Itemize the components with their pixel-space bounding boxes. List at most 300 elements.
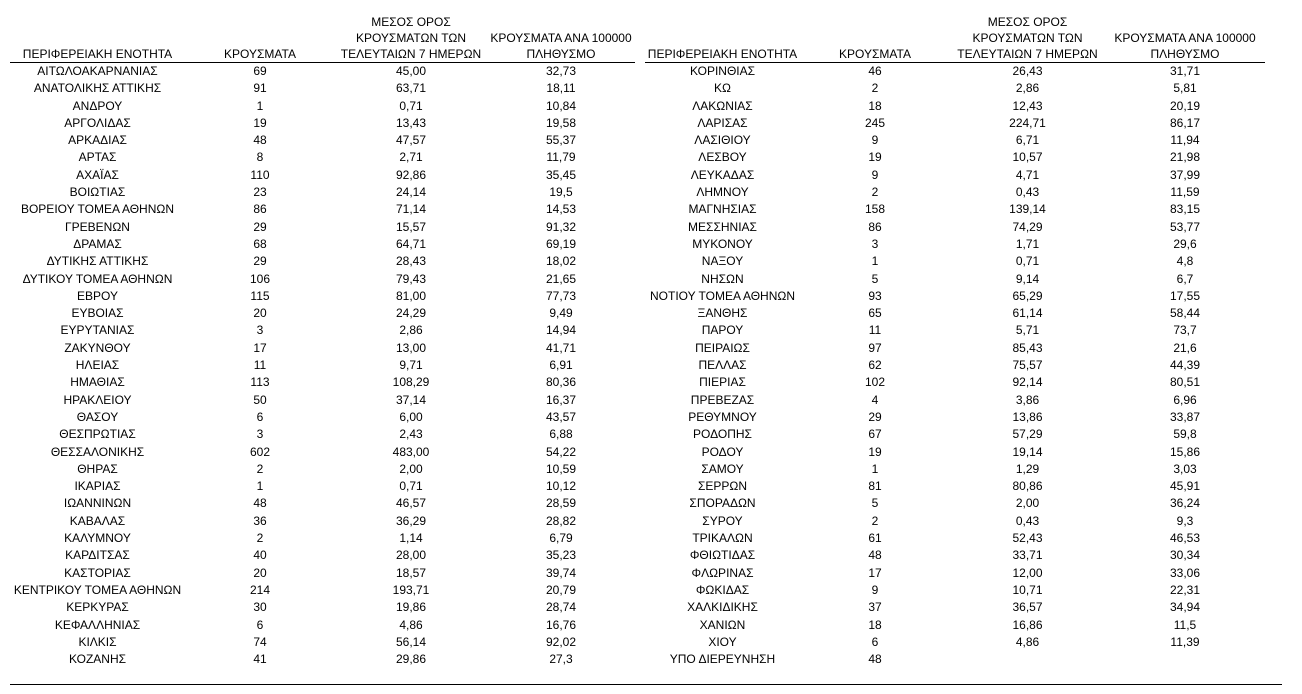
table-row	[10, 149, 635, 166]
area-cell: ΗΜΑΘΙΑΣ	[70, 375, 125, 390]
per-100k-cell: 27,3	[549, 652, 573, 667]
table-row	[10, 271, 635, 288]
avg-7day-cell: 81,00	[395, 288, 427, 303]
table-row	[645, 513, 1265, 530]
per-100k-cell: 58,44	[1169, 306, 1201, 321]
area-cell: ΖΑΚΥΝΘΟΥ	[64, 340, 131, 355]
table-row	[645, 634, 1265, 651]
area-cell: ΜΑΓΝΗΣΙΑΣ	[688, 202, 757, 217]
cases-cell: 102	[864, 375, 886, 390]
cases-cell: 48	[253, 496, 267, 511]
header-7day-average: ΜΕΣΟΣ ΟΡΟΣ ΚΡΟΥΣΜΑΤΩΝ ΤΩΝ ΤΕΛΕΥΤΑΙΩΝ 7 ΗΜΕΡΩΝ	[335, 12, 487, 63]
per-100k-cell: 86,17	[1169, 115, 1201, 130]
area-cell: ΔΥΤΙΚΟΥ ΤΟΜΕΑ ΑΘΗΝΩΝ	[22, 271, 173, 286]
area-cell: ΥΠΟ ΔΙΕΡΕΥΝΗΣΗ	[669, 652, 776, 667]
per-100k-cell: 16,37	[545, 392, 577, 407]
area-cell: ΦΘΙΩΤΙΔΑΣ	[689, 548, 756, 563]
area-cell: ΚΑΡΔΙΤΣΑΣ	[65, 548, 130, 563]
table-row	[10, 288, 635, 305]
table-row	[645, 409, 1265, 426]
area-cell: ΑΡΚΑΔΙΑΣ	[68, 133, 127, 148]
avg-7day-cell: 4,86	[1015, 634, 1040, 649]
avg-7day-cell: 0,71	[399, 479, 423, 494]
area-cell: ΚΑΒΑΛΑΣ	[69, 513, 126, 528]
area-cell: ΣΠΟΡΑΔΩΝ	[689, 496, 756, 511]
per-100k-cell: 44,39	[1169, 358, 1201, 373]
cases-cell: 20	[253, 565, 267, 580]
per-100k-cell: 9,3	[1176, 513, 1194, 528]
avg-7day-cell: 45,00	[395, 64, 427, 78]
area-cell: ΒΟΡΕΙΟΥ ΤΟΜΕΑ ΑΘΗΝΩΝ	[20, 202, 175, 217]
cases-cell: 37	[868, 600, 882, 615]
area-cell: ΓΡΕΒΕΝΩΝ	[65, 219, 130, 234]
cases-cell: 110	[250, 167, 270, 182]
header-7day-average: ΜΕΣΟΣ ΟΡΟΣ ΚΡΟΥΣΜΑΤΩΝ ΤΩΝ ΤΕΛΕΥΤΑΙΩΝ 7 ΗΜΕΡΩΝ	[950, 12, 1105, 63]
table-row	[645, 374, 1265, 391]
table-row	[10, 599, 635, 616]
avg-7day-cell: 24,29	[395, 306, 427, 321]
area-cell: ΜΕΣΣΗΝΙΑΣ	[688, 219, 757, 234]
per-100k-cell: 59,8	[1173, 427, 1197, 442]
table-row	[10, 167, 635, 184]
header-area: ΠΕΡΙΦΕΡΕΙΑΚΗ ΕΝΟΤΗΤΑ	[10, 12, 185, 63]
per-100k-cell: 6,88	[549, 427, 573, 442]
avg-7day-cell: 2,71	[399, 150, 423, 165]
per-100k-cell: 53,77	[1169, 219, 1201, 234]
avg-7day-cell: 75,57	[1012, 358, 1043, 373]
table-row	[645, 167, 1265, 184]
table-row	[645, 305, 1265, 322]
area-cell: ΚΩ	[714, 81, 731, 96]
cases-cell: 18	[868, 617, 882, 632]
per-100k-cell: 6,7	[1176, 271, 1194, 286]
per-100k-cell: 29,6	[1173, 236, 1197, 251]
per-100k-cell: 4,8	[1176, 254, 1194, 269]
area-cell: ΘΕΣΣΑΛΟΝΙΚΗΣ	[50, 444, 145, 459]
per-100k-cell: 73,7	[1173, 323, 1197, 338]
per-100k-cell: 46,53	[1169, 531, 1201, 546]
area-cell: ΕΒΡΟΥ	[77, 288, 118, 303]
avg-7day-cell: 13,00	[395, 340, 427, 355]
table-row	[645, 340, 1265, 357]
avg-7day-cell: 9,14	[1015, 271, 1040, 286]
avg-7day-cell: 0,71	[399, 98, 423, 113]
per-100k-cell: 11,39	[1170, 634, 1200, 649]
avg-7day-cell: 80,86	[1012, 479, 1043, 494]
table-row	[645, 547, 1265, 564]
header-cases: ΚΡΟΥΣΜΑΤΑ	[185, 12, 335, 63]
cases-cell: 61	[868, 531, 882, 546]
table-row	[10, 478, 635, 495]
cases-cell: 9	[871, 133, 879, 148]
per-100k-cell: 6,96	[1173, 392, 1197, 407]
avg-7day-cell: 6,71	[1015, 133, 1040, 148]
per-100k-cell: 21,6	[1173, 340, 1197, 355]
table-row	[10, 253, 635, 270]
area-cell: ΙΚΑΡΙΑΣ	[74, 479, 121, 494]
avg-7day-cell: 36,57	[1012, 600, 1043, 615]
cases-cell: 1	[256, 98, 264, 113]
per-100k-cell: 28,74	[545, 600, 577, 615]
cases-cell: 5	[871, 271, 879, 286]
cases-cell: 62	[868, 358, 882, 373]
per-100k-cell: 9,49	[549, 306, 573, 321]
area-cell: ΚΑΛΥΜΝΟΥ	[64, 531, 131, 546]
avg-7day-cell: 483,00	[392, 444, 430, 459]
area-cell: ΑΡΓΟΛΙΔΑΣ	[64, 115, 131, 130]
per-100k-cell: 18,11	[546, 81, 576, 96]
table-row	[645, 271, 1265, 288]
cases-cell: 113	[250, 375, 270, 390]
area-cell: ΡΟΔΟΥ	[701, 444, 744, 459]
per-100k-cell: 92,02	[545, 634, 577, 649]
avg-7day-cell: 85,43	[1012, 340, 1043, 355]
avg-7day-cell: 33,71	[1012, 548, 1043, 563]
cases-cell: 2	[871, 81, 879, 96]
header-cases-per-100k: ΚΡΟΥΣΜΑΤΑ ΑΝΑ 100000 ΠΛΗΘΥΣΜΟ	[1105, 12, 1265, 63]
avg-7day-cell: 12,00	[1012, 565, 1043, 580]
cases-cell: 81	[868, 479, 882, 494]
table-row	[10, 409, 635, 426]
cases-cell: 19	[253, 115, 267, 130]
area-cell: ΛΕΣΒΟΥ	[698, 150, 747, 165]
per-100k-cell: 34,94	[1169, 600, 1201, 615]
cases-cell: 41	[253, 652, 267, 667]
per-100k-cell: 30,34	[1169, 548, 1201, 563]
area-cell: ΚΙΛΚΙΣ	[78, 634, 117, 649]
table-row	[645, 565, 1265, 582]
avg-7day-cell: 6,00	[399, 409, 423, 424]
area-cell: ΘΕΣΠΡΩΤΙΑΣ	[59, 427, 136, 442]
table-row	[10, 357, 635, 374]
cases-cell: 2	[871, 185, 879, 200]
avg-7day-cell: 74,29	[1012, 219, 1043, 234]
area-cell: ΗΡΑΚΛΕΙΟΥ	[63, 392, 132, 407]
avg-7day-cell: 5,71	[1015, 323, 1040, 338]
per-100k-cell: 37,99	[1169, 167, 1201, 182]
per-100k-cell: 14,53	[545, 202, 577, 217]
table-row	[645, 444, 1265, 461]
area-cell: ΡΕΘΥΜΝΟΥ	[688, 409, 757, 424]
area-cell: ΝΑΞΟΥ	[701, 254, 744, 269]
header-cases: ΚΡΟΥΣΜΑΤΑ	[800, 12, 950, 63]
per-100k-cell: 35,45	[545, 167, 577, 182]
avg-7day-cell: 10,71	[1012, 582, 1043, 597]
avg-7day-cell: 79,43	[395, 271, 427, 286]
cases-cell: 46	[868, 64, 882, 78]
cases-cell: 158	[864, 202, 886, 217]
avg-7day-cell: 2,86	[399, 323, 423, 338]
table-row	[645, 98, 1265, 115]
area-cell: ΧΙΟΥ	[708, 634, 737, 649]
table-row	[10, 495, 635, 512]
avg-7day-cell: 2,00	[399, 461, 423, 476]
area-cell: ΛΑΚΩΝΙΑΣ	[692, 98, 753, 113]
table-row	[10, 63, 635, 81]
per-100k-cell: 32,73	[545, 64, 577, 78]
header-area: ΠΕΡΙΦΕΡΕΙΑΚΗ ΕΝΟΤΗΤΑ	[645, 12, 800, 63]
area-cell: ΑΙΤΩΛΟΑΚΑΡΝΑΝΙΑΣ	[37, 64, 158, 78]
per-100k-cell: 41,71	[545, 340, 577, 355]
right-table-body	[645, 63, 1265, 669]
cases-cell: 3	[256, 427, 264, 442]
per-100k-cell: 35,23	[545, 548, 577, 563]
cases-cell: 19	[868, 150, 882, 165]
per-100k-cell: 31,71	[1169, 64, 1201, 78]
table-row	[10, 132, 635, 149]
table-row	[10, 340, 635, 357]
avg-7day-cell: 19,86	[395, 600, 427, 615]
table-row	[10, 374, 635, 391]
per-100k-cell: 28,82	[545, 513, 577, 528]
left-table-block	[10, 12, 635, 668]
area-cell: ΑΝΑΤΟΛΙΚΗΣ ΑΤΤΙΚΗΣ	[33, 81, 162, 96]
cases-cell: 48	[253, 133, 267, 148]
per-100k-cell: 5,81	[1173, 81, 1197, 96]
area-cell: ΠΙΕΡΙΑΣ	[699, 375, 746, 390]
table-row	[645, 253, 1265, 270]
avg-7day-cell: 65,29	[1012, 288, 1043, 303]
cases-cell: 245	[864, 115, 886, 130]
table-row	[10, 444, 635, 461]
cases-cell: 602	[249, 444, 271, 459]
area-cell: ΚΕΡΚΥΡΑΣ	[66, 600, 129, 615]
area-cell: ΚΟΖΑΝΗΣ	[68, 652, 127, 667]
header-row	[10, 12, 635, 63]
table-row	[645, 115, 1265, 132]
area-cell: ΚΟΡΙΝΘΙΑΣ	[689, 64, 756, 78]
area-cell: ΣΥΡΟΥ	[702, 513, 743, 528]
cases-cell: 91	[253, 81, 267, 96]
cases-table-right	[645, 12, 1265, 668]
cases-cell: 93	[868, 288, 882, 303]
per-100k-cell: 6,91	[549, 358, 573, 373]
area-cell: ΑΧΑΪΑΣ	[76, 167, 119, 182]
table-row	[645, 651, 1265, 668]
cases-cell: 19	[868, 444, 882, 459]
avg-7day-cell: 92,14	[1012, 375, 1043, 390]
avg-7day-cell: 26,43	[1012, 64, 1043, 78]
left-table-body	[10, 63, 635, 669]
avg-7day-cell: 4,86	[399, 617, 423, 632]
cases-cell: 5	[871, 496, 879, 511]
cases-cell: 86	[868, 219, 882, 234]
area-cell: ΕΥΡΥΤΑΝΙΑΣ	[60, 323, 135, 338]
area-cell: ΑΡΤΑΣ	[78, 150, 117, 165]
table-row	[10, 184, 635, 201]
table-row	[10, 392, 635, 409]
table-row	[645, 184, 1265, 201]
avg-7day-cell: 13,86	[1012, 409, 1043, 424]
table-row	[10, 219, 635, 236]
cases-cell: 97	[868, 340, 882, 355]
table-row	[10, 565, 635, 582]
cases-cell: 1	[871, 254, 879, 269]
per-100k-cell: 91,32	[545, 219, 577, 234]
per-100k-cell: 3,03	[1173, 461, 1197, 476]
avg-7day-cell: 9,71	[399, 358, 423, 373]
table-row	[10, 547, 635, 564]
cases-cell: 29	[253, 254, 267, 269]
cases-cell: 67	[868, 427, 882, 442]
area-cell: ΡΟΔΟΠΗΣ	[693, 427, 752, 442]
per-100k-cell: 45,91	[1169, 479, 1201, 494]
per-100k-cell: 11,94	[1170, 133, 1200, 148]
area-cell: ΚΕΝΤΡΙΚΟΥ ΤΟΜΕΑ ΑΘΗΝΩΝ	[13, 582, 182, 597]
cases-cell: 214	[249, 582, 271, 597]
cases-cell: 48	[868, 652, 882, 667]
area-cell: ΛΑΣΙΘΙΟΥ	[694, 133, 751, 148]
per-100k-cell: 36,24	[1169, 496, 1201, 511]
per-100k-cell: 39,74	[545, 565, 577, 580]
avg-7day-cell: 10,57	[1012, 150, 1043, 165]
table-row	[645, 80, 1265, 97]
area-cell: ΦΛΩΡΙΝΑΣ	[691, 565, 754, 580]
table-row	[10, 201, 635, 218]
avg-7day-cell: 2,86	[1015, 81, 1040, 96]
avg-7day-cell: 15,57	[395, 219, 427, 234]
avg-7day-cell: 61,14	[1012, 306, 1043, 321]
per-100k-cell: 20,79	[545, 582, 577, 597]
avg-7day-cell: 193,71	[392, 582, 430, 597]
cases-cell: 2	[256, 531, 264, 546]
per-100k-cell: 15,86	[1169, 444, 1201, 459]
area-cell: ΛΗΜΝΟΥ	[696, 185, 749, 200]
area-cell: ΜΥΚΟΝΟΥ	[692, 236, 753, 251]
header-row	[645, 12, 1265, 63]
cases-cell: 4	[871, 392, 879, 407]
cases-cell: 106	[249, 271, 271, 286]
table-row	[10, 530, 635, 547]
area-cell: ΔΥΤΙΚΗΣ ΑΤΤΙΚΗΣ	[46, 254, 149, 269]
avg-7day-cell: 13,43	[395, 115, 427, 130]
per-100k-cell: 18,02	[545, 254, 577, 269]
per-100k-cell: 10,12	[545, 479, 577, 494]
per-100k-cell: 16,76	[545, 617, 577, 632]
cases-cell: 36	[253, 513, 267, 528]
avg-7day-cell	[950, 651, 1105, 668]
area-cell: ΣΕΡΡΩΝ	[697, 479, 748, 494]
per-100k-cell: 83,15	[1169, 202, 1201, 217]
table-row	[645, 495, 1265, 512]
avg-7day-cell: 46,57	[395, 496, 427, 511]
avg-7day-cell: 47,57	[395, 133, 427, 148]
area-cell: ΠΕΙΡΑΙΩΣ	[695, 340, 750, 355]
header-cases-per-100k: ΚΡΟΥΣΜΑΤΑ ΑΝΑ 100000 ΠΛΗΘΥΣΜΟ	[487, 12, 635, 63]
avg-7day-cell: 4,71	[1015, 167, 1040, 182]
cases-cell: 3	[871, 236, 879, 251]
per-100k-cell	[1105, 651, 1265, 668]
table-row	[10, 461, 635, 478]
avg-7day-cell: 0,71	[1015, 254, 1040, 269]
cases-cell: 8	[256, 150, 264, 165]
avg-7day-cell: 3,86	[1015, 392, 1040, 407]
table-row	[645, 201, 1265, 218]
cases-cell: 6	[871, 634, 879, 649]
table-row	[10, 513, 635, 530]
avg-7day-cell: 0,43	[1015, 185, 1040, 200]
cases-cell: 18	[868, 98, 882, 113]
area-cell: ΝΗΣΩΝ	[701, 271, 744, 286]
cases-cell: 115	[250, 288, 270, 303]
area-cell: ΤΡΙΚΑΛΩΝ	[692, 531, 753, 546]
table-row	[645, 288, 1265, 305]
per-100k-cell: 22,31	[1169, 582, 1201, 597]
cases-cell: 20	[253, 306, 267, 321]
avg-7day-cell: 2,00	[1015, 496, 1040, 511]
cases-cell: 29	[868, 409, 882, 424]
area-cell: ΕΥΒΟΙΑΣ	[71, 306, 124, 321]
area-cell: ΧΑΛΚΙΔΙΚΗΣ	[687, 600, 758, 615]
cases-cell: 17	[253, 340, 267, 355]
area-cell: ΙΩΑΝΝΙΝΩΝ	[63, 496, 132, 511]
per-100k-cell: 69,19	[545, 236, 577, 251]
area-cell: ΑΝΔΡΟΥ	[72, 98, 123, 113]
area-cell: ΔΡΑΜΑΣ	[73, 236, 122, 251]
cases-cell: 6	[256, 409, 264, 424]
cases-cell: 1	[871, 461, 879, 476]
per-100k-cell: 10,84	[545, 98, 577, 113]
avg-7day-cell: 0,43	[1015, 513, 1040, 528]
cases-cell: 11	[868, 323, 882, 338]
per-100k-cell: 19,58	[545, 115, 577, 130]
per-100k-cell: 33,06	[1169, 565, 1201, 580]
table-row	[10, 617, 635, 634]
table-row	[10, 651, 635, 668]
cases-cell: 11	[253, 358, 267, 373]
per-100k-cell: 19,5	[549, 185, 573, 200]
avg-7day-cell: 2,43	[399, 427, 423, 442]
avg-7day-cell: 16,86	[1012, 617, 1043, 632]
cases-cell: 9	[871, 167, 879, 182]
cases-cell: 40	[253, 548, 267, 563]
cases-cell: 29	[253, 219, 267, 234]
per-100k-cell: 43,57	[545, 409, 577, 424]
area-cell: ΒΟΙΩΤΙΑΣ	[69, 185, 126, 200]
table-row	[645, 530, 1265, 547]
table-row	[10, 98, 635, 115]
table-row	[645, 219, 1265, 236]
cases-cell: 48	[868, 548, 882, 563]
avg-7day-cell: 1,14	[399, 531, 423, 546]
table-row	[10, 322, 635, 339]
table-row	[10, 582, 635, 599]
area-cell: ΠΕΛΛΑΣ	[698, 358, 747, 373]
cases-table-left	[10, 12, 635, 668]
avg-7day-cell: 224,71	[1009, 115, 1046, 130]
per-100k-cell: 20,19	[1169, 98, 1201, 113]
avg-7day-cell: 12,43	[1012, 98, 1043, 113]
per-100k-cell: 17,55	[1169, 288, 1201, 303]
right-table-block	[645, 12, 1265, 668]
avg-7day-cell: 18,57	[395, 565, 427, 580]
per-100k-cell: 80,51	[1169, 375, 1201, 390]
table-row	[10, 426, 635, 443]
cases-cell: 2	[256, 461, 264, 476]
table-row	[645, 357, 1265, 374]
avg-7day-cell: 57,29	[1012, 427, 1043, 442]
area-cell: ΚΕΦΑΛΛΗΝΙΑΣ	[54, 617, 141, 632]
cases-cell: 86	[253, 202, 267, 217]
per-100k-cell: 14,94	[545, 323, 577, 338]
table-row	[10, 236, 635, 253]
table-row	[10, 634, 635, 651]
table-row	[645, 461, 1265, 478]
per-100k-cell: 21,65	[545, 271, 577, 286]
avg-7day-cell: 29,86	[395, 652, 427, 667]
table-row	[645, 599, 1265, 616]
table-row	[645, 236, 1265, 253]
